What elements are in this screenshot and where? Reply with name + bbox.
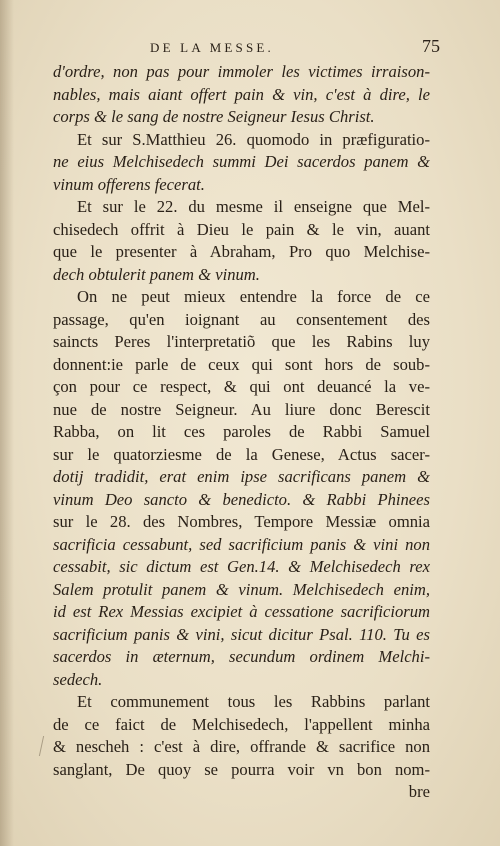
text-line: nables, mais aiant offert pain & vin, c'est à dire, le [53,84,430,104]
text-line: dech obtulerit panem & vinum. [53,264,260,284]
running-head: DE LA MESSE. [150,40,274,55]
text-line: bre [408,782,430,801]
text-line: Et communement tous les Rabbins parlant [77,692,430,711]
page-number: 75 [422,36,440,56]
text-line: sur le 28. des Nombres, Tempore Messiæ omnia [53,512,430,531]
text-line: corps & le sang de nostre Seigneur Iesus Christ. [53,107,375,126]
text-line: sacrificium panis & vini, sicut dicitur Psal. 110. Tu es [53,624,430,644]
text-line: sedech. [53,669,103,689]
text-line: nue de nostre Seigneur. Au liure donc Berescit [53,399,430,419]
text-line: sacerdos in æternum, secundum ordinem Melchi- [53,647,430,666]
body-text [53,61,430,804]
text-line: ne eius Melchisedech summi Dei sacerdos panem & [53,152,430,171]
text-line: d'ordre, non pas pour immoler les victimes irraison- [53,62,430,81]
text-line: Et sur S.Matthieu 26. quomodo in præfiguratio- [77,129,430,149]
text-line: On ne peut mieux entendre la force de ce [77,287,430,306]
text-line: donnent:ie parle de ceux qui sont hors de soub- [53,354,430,374]
text-line: çon pour ce respect, & qui ont deuancé la ve- [53,377,430,396]
text-line: sanglant, De quoy se pourra voir vn bon nom- [53,759,430,779]
text-line: id est Rex Messias excipiet à cessatione sacrificiorum [53,602,430,621]
text-line: & nescheh : c'est à dire, offrande & sacrifice non [53,737,430,756]
text-line: vinum offerens fecerat. [53,174,205,194]
text-line: saincts Peres l'interpretatiõ que les Rabins luy [53,332,430,351]
text-line: Rabba, on lit ces paroles de Rabbi Samuel [53,422,430,441]
text-line: cessabit, sic dictum est Gen.14. & Melchisedech rex [53,557,430,576]
text-line: dotij tradidit, erat enim ipse sacrificans panem & [53,467,430,486]
page-edge-mark [39,736,52,756]
text-line: sacrificia cessabunt, sed sacrificium panis & vini non [53,534,430,554]
text-line: Et sur le 22. du mesme il enseigne que Mel- [77,197,430,216]
text-line: que le presenter à Abraham, Pro quo Melchise- [53,242,430,261]
text-line: Salem protulit panem & vinum. Melchisedech enim, [53,579,430,599]
gutter-shadow [0,0,14,846]
text-line: sur le quatorziesme de la Genese, Actus sacer- [53,444,430,464]
text-line: de ce faict de Melchisedech, l'appellent minha [53,714,430,734]
page-header [150,36,440,58]
text-line: vinum Deo sancto & benedicto. & Rabbi Phinees [53,489,430,509]
text-line: passage, qu'en ioignant au consentement des [53,309,430,329]
text-line: chisedech offrit à Dieu le pain & le vin, auant [53,219,430,239]
